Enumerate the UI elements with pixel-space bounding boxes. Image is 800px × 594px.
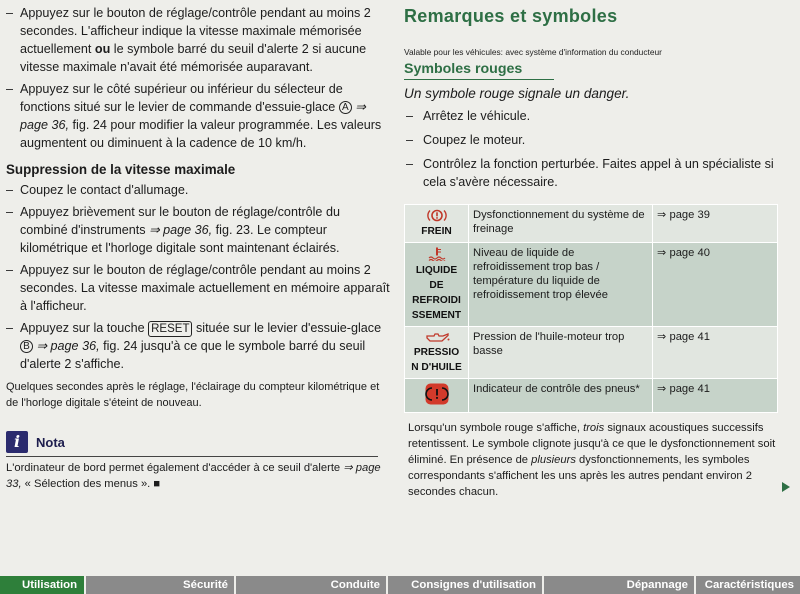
- reset-key-badge: RESET: [148, 321, 192, 337]
- page-reference[interactable]: ⇒ page 33,: [6, 462, 381, 490]
- page-reference[interactable]: ⇒ page 36,: [20, 100, 366, 132]
- symbol-description: Dysfonctionnement du système de freinage: [469, 205, 653, 243]
- brake-warning-icon: [426, 209, 448, 222]
- page-reference[interactable]: ⇒ page 36,: [33, 339, 100, 353]
- tab-caracteristiques[interactable]: Caractéristiques: [696, 576, 800, 594]
- coolant-thermometer-icon: [428, 247, 446, 261]
- control-b-badge: B: [20, 340, 33, 353]
- oil-can-icon: [424, 331, 450, 343]
- symbol-label: FREIN: [421, 226, 452, 237]
- page-reference[interactable]: ⇒ page 36,: [145, 223, 213, 237]
- list-item: – Appuyez sur le côté supérieur ou inférieur du sélecteur de fonctions situé sur le levier de commande d'essuie-glace A ⇒ page 36, fig. 24 pour modifier la valeur programmée. Les valeurs augmentent ou diminuent à la cadence de 10 km/h.: [6, 82, 382, 150]
- page-reference[interactable]: ⇒ page 41: [653, 379, 778, 413]
- section-title: Suppression de la vitesse maximale: [6, 162, 236, 177]
- note-box: [0, 431, 390, 492]
- table-row: [405, 205, 778, 243]
- tab-securite[interactable]: Sécurité: [86, 576, 236, 594]
- list-item: – Coupez le moteur.: [406, 133, 526, 147]
- page-reference[interactable]: ⇒ page 40: [653, 243, 778, 327]
- table-row: [405, 243, 778, 327]
- symbol-description: Indicateur de contrôle des pneus*: [469, 379, 653, 413]
- list-item: – Appuyez sur le bouton de réglage/contrôle pendant au moins 2 secondes. La vitesse maximale actuellement en mémoire apparaît à l'afficheur.: [6, 263, 390, 313]
- table-row: [405, 379, 778, 413]
- list-item: – Contrôlez la fonction perturbée. Faites appel à un spécialiste si cela s'avère nécessaire.: [406, 157, 774, 189]
- control-a-badge: A: [339, 101, 352, 114]
- list-item: – Appuyez sur le bouton de réglage/contrôle pendant au moins 2 secondes. L'afficheur indique la vitesse maximale mémorisée actuellement ou le symbole barré du seuil d'alerte 2 si aucune vitesse maximale n'avait été mémorisée auparavant.: [6, 6, 371, 74]
- tab-depannage[interactable]: Dépannage: [544, 576, 696, 594]
- section-title: Symboles rouges: [404, 61, 554, 80]
- page-title: Remarques et symboles: [404, 6, 618, 26]
- tab-conduite[interactable]: Conduite: [236, 576, 388, 594]
- symbol-label: LIQUIDE DE REFROIDI SSEMENT: [411, 265, 462, 321]
- note-title: Nota: [36, 434, 65, 450]
- divider: [6, 456, 378, 457]
- applicability-note: Valable pour les véhicules: avec système d'information du conducteur: [404, 47, 662, 57]
- tab-consignes-utilisation[interactable]: Consignes d'utilisation: [388, 576, 544, 594]
- right-column: [404, 0, 796, 191]
- list-item: – Coupez le contact d'allumage.: [6, 183, 189, 197]
- seatbelt-warning-icon: [425, 383, 449, 405]
- paragraph: Lorsqu'un symbole rouge s'affiche, trois signaux acoustiques successifs retentissent. Le symbole clignote jusqu'à ce que le dysfonctionnement soit éliminé. En présence de plusieurs dysfonctionnements, les symboles correspondants s'affichent les uns après les autres pendant environ 2 secondes chacun.: [408, 422, 776, 498]
- left-column: [0, 4, 390, 492]
- symbol-description: Pression de l'huile-moteur trop basse: [469, 327, 653, 379]
- list-item: – Appuyez sur la touche RESET située sur le levier d'essuie-glace B ⇒ page 36, fig. 24 jusqu'à ce que le symbole barré du seuil d'alerte 2 s'affiche.: [6, 321, 382, 371]
- symbols-table: [404, 204, 778, 413]
- page-reference[interactable]: ⇒ page 39: [653, 205, 778, 243]
- tab-utilisation[interactable]: Utilisation: [0, 576, 86, 594]
- next-page-arrow-icon[interactable]: [782, 482, 790, 492]
- symbol-label: PRESSIO N D'HUILE: [411, 347, 462, 373]
- intro-text: Un symbole rouge signale un danger.: [404, 86, 630, 101]
- page-reference[interactable]: ⇒ page 41: [653, 327, 778, 379]
- paragraph: Quelques secondes après le réglage, l'éclairage du compteur kilométrique et de l'horloge digitale s'éteint de nouveau.: [6, 381, 380, 409]
- chapter-tabs: [0, 576, 800, 594]
- info-icon: i: [6, 431, 28, 453]
- table-row: [405, 327, 778, 379]
- list-item: – Arrêtez le véhicule.: [406, 109, 531, 123]
- note-text: L'ordinateur de bord permet également d'accéder à ce seuil d'alerte ⇒ page 33, « Sélection des menus ». ■: [6, 462, 381, 490]
- list-item: – Appuyez brièvement sur le bouton de réglage/contrôle du combiné d'instruments ⇒ page 36, fig. 23. Le compteur kilométrique et l'horloge digitale sont maintenant éclairés.: [6, 205, 340, 255]
- symbol-description: Niveau de liquide de refroidissement trop bas / température du liquide de refroidissement trop élevée: [469, 243, 653, 327]
